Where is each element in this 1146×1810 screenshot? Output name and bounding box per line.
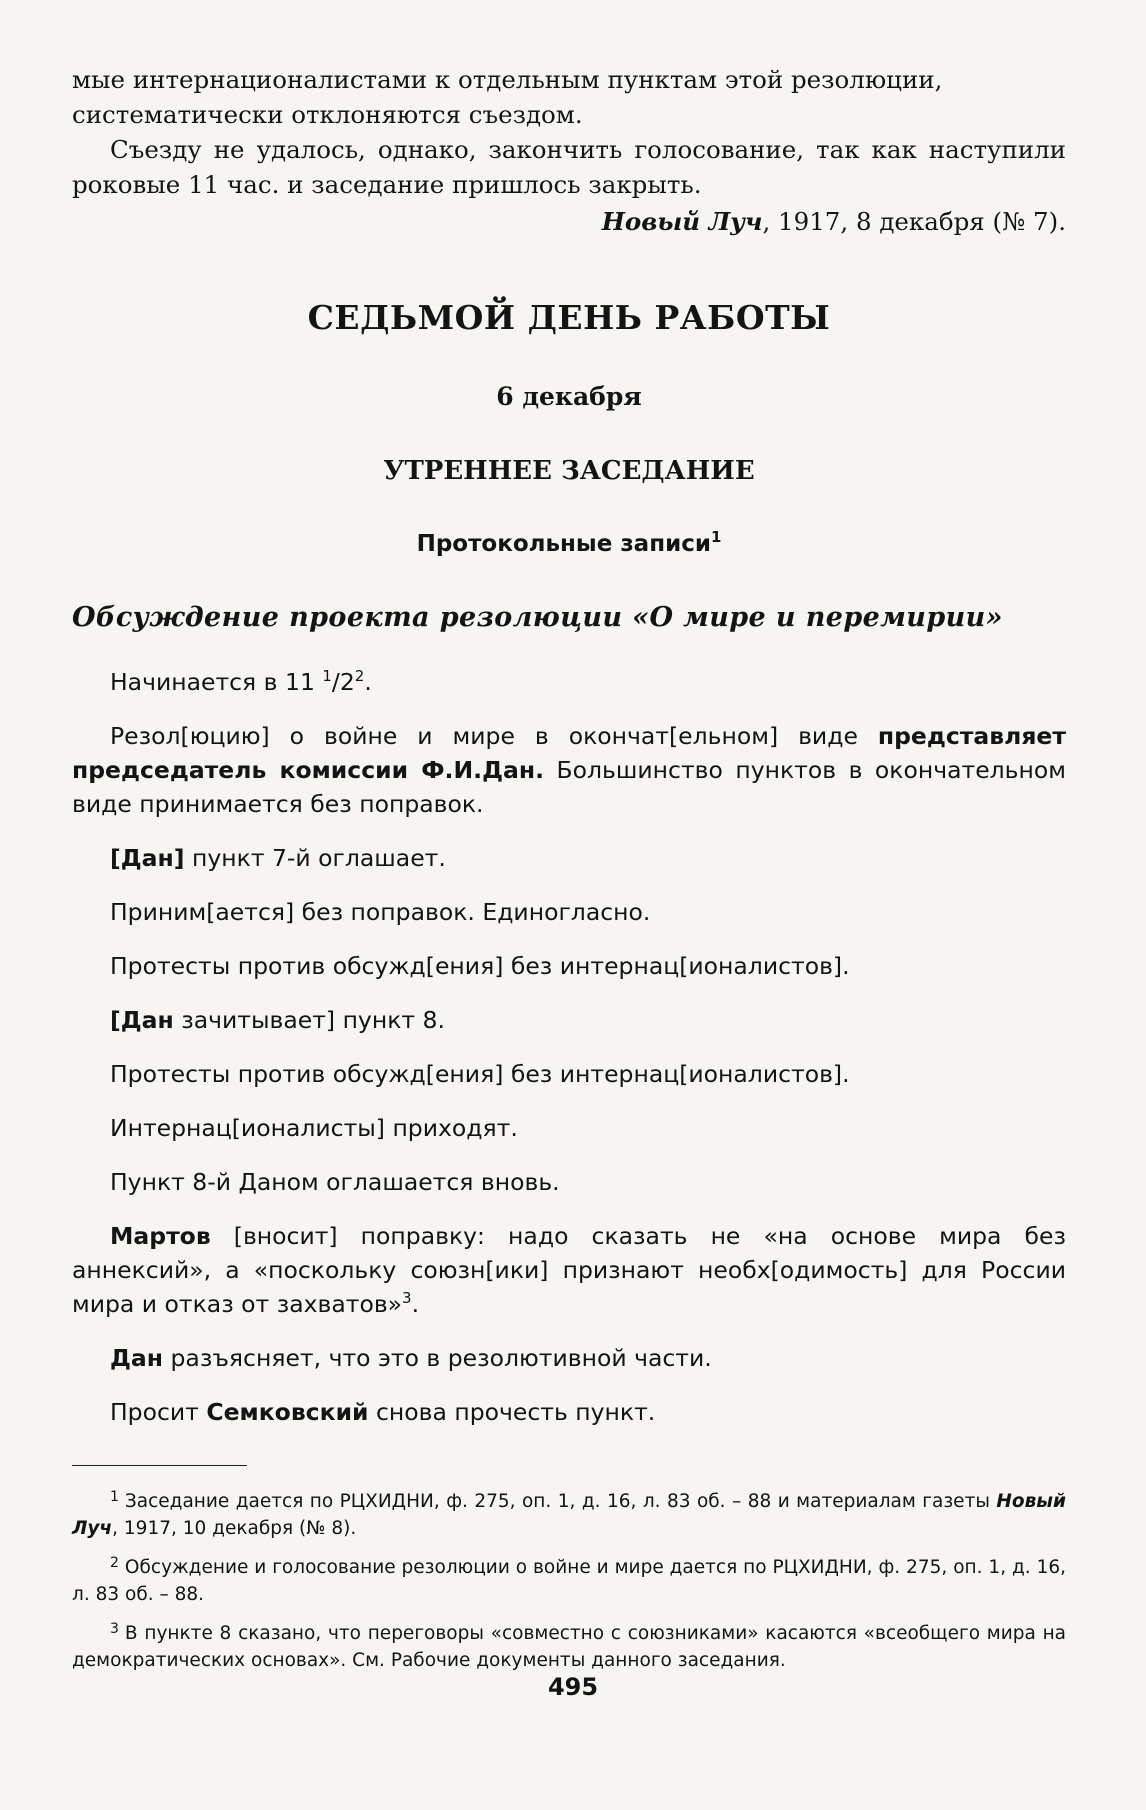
chapter-date: 6 декабря: [496, 382, 642, 411]
footnote-2-number: 2: [110, 1555, 119, 1571]
entry-4: [72, 1003, 1066, 1037]
session-heading: УТРЕННЕЕ ЗАСЕДАНИЕ: [383, 456, 755, 486]
entry-10-text-c: снова прочесть пункт.: [368, 1398, 656, 1426]
footnote-1: [72, 1488, 1066, 1542]
resolution-text-a: Резол[юцию] о войне и мире в окончат[ельном] виде: [110, 722, 878, 750]
continuation-line-1: мые интернационалистами к отдельным пунктам этой резолюции,: [72, 65, 943, 94]
footnote-ref-1: 1: [710, 528, 722, 546]
resolution-presenter: представляет председатель комиссии Ф.И.Дан.: [72, 722, 1066, 784]
entry-begin-dot: .: [364, 668, 372, 696]
newspaper-title: Новый Луч: [601, 207, 763, 236]
entry-resolution: [72, 719, 1066, 821]
speaker-dan: Дан: [110, 1344, 164, 1372]
source-signature: [72, 204, 1066, 239]
footnote-1-text: Заседание дается по РЦХИДНИ, ф. 275, оп. 1, д. 16, л. 83 об. – 88 и материалам газеты: [124, 1491, 997, 1512]
page-number: 495: [547, 1673, 599, 1701]
chapter-title: СЕДЬМОЙ ДЕНЬ РАБОТЫ: [307, 298, 831, 337]
entry-1-text: пункт 7-й оглашает.: [184, 844, 446, 872]
entry-1: [72, 841, 1066, 875]
entry-2: Приним[ается] без поправок. Единогласно.: [110, 898, 651, 926]
footnote-1-details: , 1917, 10 декабря (№ 8).: [112, 1518, 357, 1539]
footnote-ref-2: 2: [354, 667, 365, 685]
entry-begin-text: Начинается в 11: [110, 668, 315, 696]
footnote-3-number: 3: [110, 1621, 119, 1637]
speaker-semkovsky: Семковский: [206, 1398, 369, 1426]
entry-10-text-a: Просит: [110, 1398, 207, 1426]
entry-9: [72, 1341, 1066, 1375]
protocol-entries: [72, 665, 1066, 1429]
speaker-dan: [Дан: [110, 1006, 174, 1034]
entry-6: Интернац[ионалисты] приходят.: [110, 1114, 518, 1142]
entry-10: [72, 1395, 1066, 1429]
footnote-ref-3: 3: [402, 1289, 412, 1307]
entry-7: Пункт 8-й Даном оглашается вновь.: [110, 1168, 560, 1196]
footnote-3-text: В пункте 8 сказано, что переговоры «совместно с союзниками» касаются «всеобщего мира на демократических основах». См. Рабочие документы данного заседания.: [72, 1623, 1066, 1671]
entry-begin: [72, 665, 1066, 699]
protocol-heading-text: Протокольные записи: [416, 531, 711, 557]
footnote-2: [72, 1554, 1066, 1608]
closing-paragraph: Съезду не удалось, однако, закончить голосование, так как наступили роковые 11 час. и заседание пришлось закрыть.: [72, 135, 1066, 199]
fraction-denominator: /2: [331, 668, 355, 696]
entry-4-text: зачитывает] пункт 8.: [173, 1006, 445, 1034]
entry-8: [72, 1219, 1066, 1321]
speaker-martov: Мартов: [110, 1222, 211, 1250]
source-details: , 1917, 8 декабря (№ 7).: [762, 207, 1066, 236]
discussion-heading: Обсуждение проекта резолюции «О мире и перемирии»: [72, 602, 1003, 633]
footnote-divider: [72, 1465, 247, 1466]
footnote-2-text: Обсуждение и голосование резолюции о войне и мире дается по РЦХИДНИ, ф. 275, оп. 1, д. 16, л. 83 об. – 88.: [72, 1557, 1066, 1605]
resolution-text-c: Большинство пунктов в окончательном виде принимается без поправок.: [72, 756, 1066, 818]
footnote-1-newspaper: Новый Луч: [72, 1491, 1066, 1539]
entry-5: Протесты против обсужд[ения] без интернац[ионалистов].: [110, 1060, 850, 1088]
continuation-line-2: систематически отклоняются съездом.: [72, 100, 583, 129]
footnote-1-number: 1: [110, 1489, 119, 1505]
fraction-numerator: 1: [322, 667, 332, 685]
entry-9-text: разъясняет, что это в резолютивной части.: [163, 1344, 712, 1372]
entry-8-text: [вносит] поправку: надо сказать не «на основе мира без аннексий», а «поскольку союзн[ики] признают необх[одимость] для России мира и отказ от захватов»: [72, 1222, 1066, 1318]
entry-8-end: .: [411, 1290, 420, 1318]
entry-3: Протесты против обсужд[ения] без интернац[ионалистов].: [110, 952, 850, 980]
speaker-dan: [Дан]: [110, 844, 185, 872]
protocol-heading: [72, 527, 1066, 562]
footnote-3: [72, 1620, 1066, 1674]
